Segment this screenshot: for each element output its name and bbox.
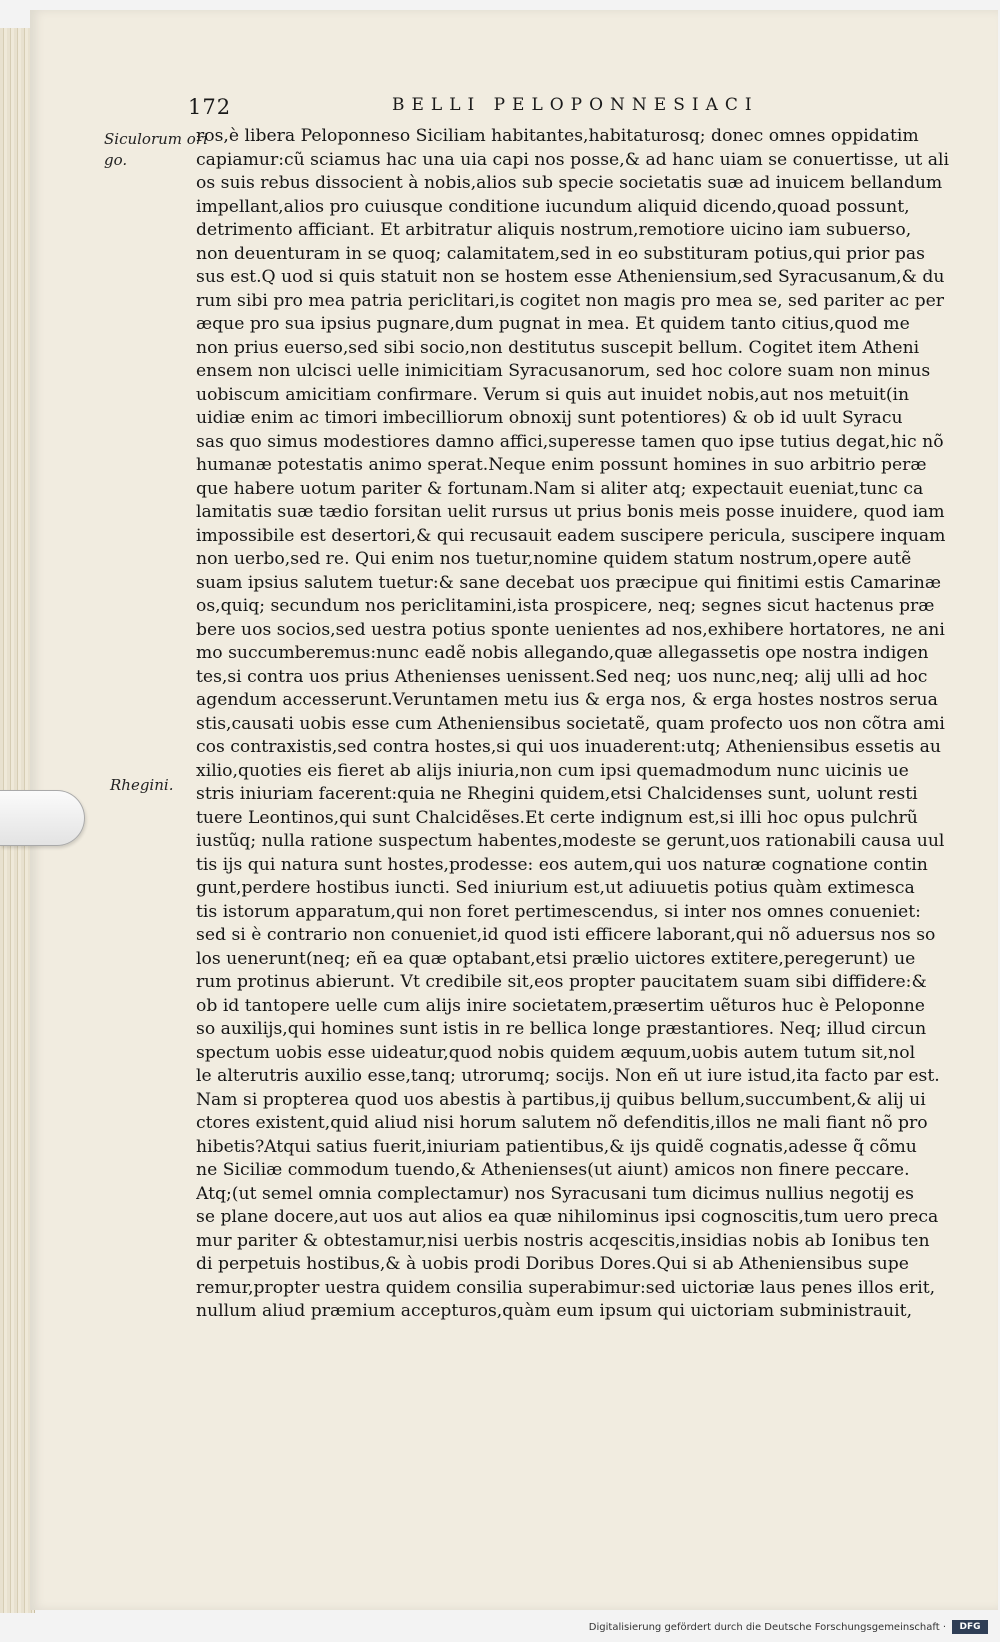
text-line: detrimento afficiant. Et arbitratur aliquis nostrum,remotiore uicino iam subuerso, xyxy=(196,220,912,240)
text-line: ctores existent,quid aliud nisi horum salutem nõ defenditis,illos ne mali fiant nõ pro xyxy=(196,1113,928,1133)
text-line: suam ipsius salutem tuetur:& sane decebat uos præcipue qui finitimi estis Camarinæ xyxy=(196,572,941,593)
text-line: capiamur:cũ sciamus hac una uia capi nos posse,& ad hanc uiam se conuertisse, ut ali xyxy=(196,149,949,170)
text-line: cos contraxistis,sed contra hostes,si qui uos inuaderent:utq; Atheniensibus essetis au xyxy=(196,737,941,757)
text-line: bere uos socios,sed uestra potius sponte uenientes ad nos,exhibere hortatores, ne ani xyxy=(196,619,945,640)
text-line: iustũq; nulla ratione suspectum habentes,modeste se gerunt,uos rationabili causa uul xyxy=(196,831,945,851)
text-line: Atq;(ut semel omnia complectamur) nos Syracusani tum dicimus nullius negotij es xyxy=(196,1183,914,1204)
text-line: ne Siciliæ commodum tuendo,& Athenienses(ut aiunt) amicos non finere peccare. xyxy=(196,1160,910,1180)
text-line: que habere uotum pariter & fortunam.Nam si aliter atq; expectauit eueniat,tunc ca xyxy=(196,478,924,499)
text-line: tuere Leontinos,qui sunt Chalcidẽses.Et certe indignum est,si illi hoc opus pulchrũ xyxy=(196,807,918,828)
body-text xyxy=(196,125,966,1324)
text-line: hibetis?Atqui satius fuerit,iniuriam patientibus,& ijs quidẽ cognatis,adesse q̃ cõmu xyxy=(196,1136,917,1157)
text-line: lamitatis suæ tædio forsitan uelit rursus ut prius bonis meis posse inuidere, quod iam xyxy=(196,502,945,522)
text-line: non uerbo,sed re. Qui enim nos tuetur,nomine quidem statum nostrum,opere autẽ xyxy=(196,549,912,569)
text-line: se plane docere,aut uos aut alios ea quæ nihilominus ipsi cognoscitis,tum uero preca xyxy=(196,1207,939,1227)
text-line: tes,si contra uos prius Athenienses uenissent.Sed neq; uos nunc,neq; alij ulli ad hoc xyxy=(196,666,928,687)
text-line: tis ijs qui natura sunt hostes,prodesse: eos autem,qui uos naturæ cognatione contin xyxy=(196,854,928,875)
text-line: le alterutris auxilio esse,tanq; utrorumq; socijs. Non eñ ut iure istud,ita facto par est. xyxy=(196,1066,940,1086)
text-line: impellant,alios pro cuiusque conditione iucundum aliquid dicendo,quoad possunt, xyxy=(196,196,910,217)
text-line: mo succumberemus:nunc eadẽ nobis allegando,quæ allegassetis ope nostra indigen xyxy=(196,643,929,663)
digitization-credit: Digitalisierung gefördert durch die Deutsche Forschungsgemeinschaft · xyxy=(588,1622,946,1633)
text-line: humanæ potestatis animo sperat.Neque enim possunt homines in suo arbitrio peræ xyxy=(196,455,927,475)
text-line: remur,propter uestra quidem consilia superabimur:sed uictoriæ laus penes illos erit, xyxy=(196,1277,936,1298)
text-line: uidiæ enim ac timori imbecilliorum obnoxij sunt potentiores) & ob id uult Syracu xyxy=(196,408,903,428)
text-line: sed si è contrario non conueniet,id quod isti efficere laborant,qui nõ aduersus nos so xyxy=(196,925,936,945)
marginal-note-rhegini: Rhegini. xyxy=(110,776,174,794)
text-line: stris iniuriam facerent:quia ne Rhegini quidem,etsi Chalcidenses sunt, uolunt resti xyxy=(196,784,918,804)
text-line: non prius euerso,sed sibi socio,non destitutus suscepit bellum. Cogitet item Atheni xyxy=(196,337,920,358)
text-line: spectum uobis esse uideatur,quod nobis quidem æquum,uobis autem tutum sit,nol xyxy=(196,1042,916,1063)
text-line: rum protinus abierunt. Vt credibile sit,eos propter paucitatem suam sibi diffidere:& xyxy=(196,972,927,992)
text-line: uobiscum amicitiam confirmare. Verum si quis aut inuidet nobis,aut nos metuit(in xyxy=(196,384,910,405)
text-line: Nam si propterea quod uos abestis à partibus,ij quibus bellum,succumbent,& alij ui xyxy=(196,1089,926,1110)
text-line: stis,causati uobis esse cum Atheniensibus societatẽ, quam profecto uos non cõtra ami xyxy=(196,713,945,734)
text-line: so auxilijs,qui homines sunt istis in re bellica longe præstantiores. Neq; illud circun xyxy=(196,1019,927,1039)
text-line: ob id tantopere uelle cum alijs inire societatem,præsertim uẽturos huc è Peloponne xyxy=(196,995,925,1016)
text-line: sus est.Q uod si quis statuit non se hostem esse Atheniensium,sed Syracusanum,& du xyxy=(196,267,945,287)
text-line: non deuenturam in se quoq; calamitatem,sed in eo substituram potius,qui prior pas xyxy=(196,243,925,264)
text-line: æque pro sua ipsius pugnare,dum pugnat in mea. Et quidem tanto citius,quod me xyxy=(196,314,910,334)
text-line: os suis rebus dissocient à nobis,alios sub specie societatis suæ ad inuicem bellandum xyxy=(196,173,943,193)
text-line: sas quo simus modestiores damno affici,superesse tamen quo ipse tutius degat,hic nõ xyxy=(196,431,944,452)
text-line: los uenerunt(neq; eñ ea quæ optabant,etsi prælio uictores extitere,peregerunt) ue xyxy=(196,948,916,969)
text-line: nullum aliud præmium accepturos,quàm eum ipsum qui uictoriam subministrauit, xyxy=(196,1301,913,1321)
page-number: 172 xyxy=(188,95,232,119)
bookmark-tab xyxy=(0,790,85,846)
dfg-logo: DFG xyxy=(952,1620,988,1634)
text-line: di perpetuis hostibus,& à uobis prodi Doribus Dores.Qui si ab Atheniensibus supe xyxy=(196,1254,909,1274)
marginal-note-line: go. xyxy=(104,151,128,169)
marginal-note-siculorum xyxy=(104,129,208,171)
text-line: os,quiq; secundum nos periclitamini,ista prospicere, neq; segnes sicut hactenus præ xyxy=(196,596,935,616)
text-line: mur pariter & obtestamur,nisi uerbis nostris acqescitis,insidias nobis ab Ionibus ten xyxy=(196,1230,930,1251)
running-head: BELLI PELOPONNESIACI xyxy=(392,95,759,115)
text-line: impossibile est desertori,& qui recusauit eadem suscipere pericula, suscipere inquam xyxy=(196,525,946,546)
text-line: agendum accesserunt.Veruntamen metu ius & erga nos, & erga hostes nostros serua xyxy=(196,690,938,710)
text-line: ensem non ulcisci uelle inimicitiam Syracusanorum, sed hoc colore suam non minus xyxy=(196,361,931,381)
text-line: rum sibi pro mea patria periclitari,is cogitet non magis pro mea se, sed pariter ac per xyxy=(196,290,944,311)
text-line: tis istorum apparatum,qui non foret pertimescendus, si inter nos omnes conueniet: xyxy=(196,901,921,922)
text-line: xilio,quoties eis fieret ab alijs iniuria,non cum ipsi quemadmodum nunc uicinis ue xyxy=(196,760,909,781)
text-line: gunt,perdere hostibus iuncti. Sed iniurium est,ut adiuuetis potius quàm extimesca xyxy=(196,878,915,898)
text-line: ros,è libera Peloponneso Siciliam habitantes,habitaturosq; donec omnes oppidatim xyxy=(196,126,919,146)
marginal-note-line: Siculorum ori xyxy=(104,130,208,148)
